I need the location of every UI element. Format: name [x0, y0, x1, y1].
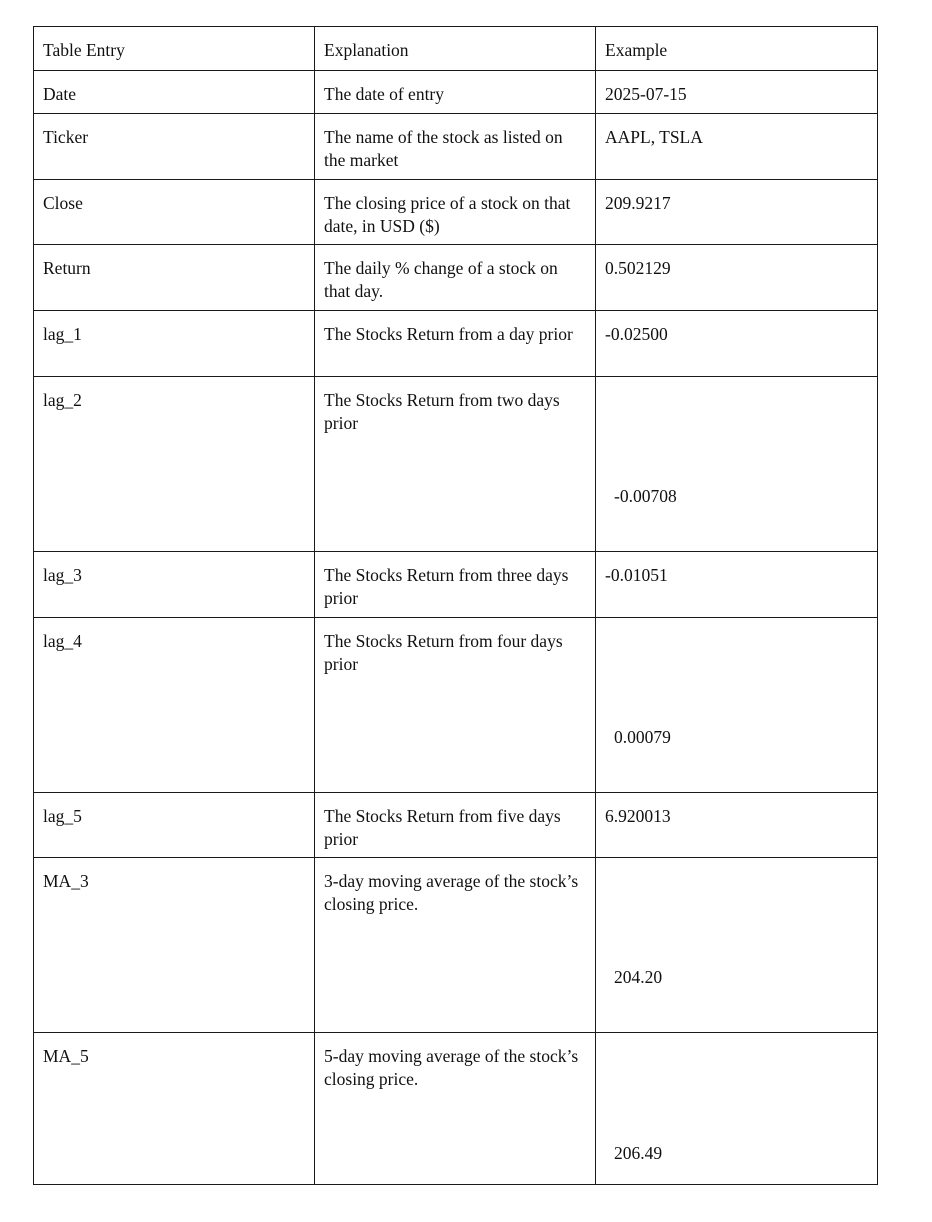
example-cell: 0.502129 — [596, 245, 878, 311]
explanation-cell: The Stocks Return from five days prior — [315, 793, 596, 858]
explanation-cell: 5-day moving average of the stock’s closing price. — [315, 1033, 596, 1185]
example-cell: -0.02500 — [596, 311, 878, 377]
explanation-cell: The Stocks Return from two days prior — [315, 377, 596, 552]
explanation-cell: The name of the stock as listed on the market — [315, 114, 596, 180]
table-header-row — [34, 27, 878, 71]
header-example: Example — [596, 27, 878, 71]
table-row — [34, 311, 878, 377]
table-row — [34, 114, 878, 180]
explanation-cell: 3-day moving average of the stock’s closing price. — [315, 858, 596, 1033]
explanation-cell: The Stocks Return from a day prior — [315, 311, 596, 377]
table-row — [34, 377, 878, 552]
header-explanation: Explanation — [315, 27, 596, 71]
explanation-cell: The daily % change of a stock on that day. — [315, 245, 596, 311]
explanation-cell: The date of entry — [315, 71, 596, 114]
table-row — [34, 71, 878, 114]
table-row — [34, 1033, 878, 1185]
table-row — [34, 858, 878, 1033]
entry-cell: Return — [34, 245, 315, 311]
example-cell — [596, 1033, 878, 1185]
entry-cell: Date — [34, 71, 315, 114]
table-row — [34, 793, 878, 858]
entry-cell: Ticker — [34, 114, 315, 180]
entry-cell: lag_4 — [34, 618, 315, 793]
example-cell: 209.9217 — [596, 180, 878, 245]
entry-cell: MA_5 — [34, 1033, 315, 1185]
table-row — [34, 245, 878, 311]
entry-cell: lag_5 — [34, 793, 315, 858]
explanation-cell: The Stocks Return from three days prior — [315, 552, 596, 618]
example-cell: AAPL, TSLA — [596, 114, 878, 180]
example-value: -0.00708 — [614, 485, 677, 506]
example-cell: 6.920013 — [596, 793, 878, 858]
header-table-entry: Table Entry — [34, 27, 315, 71]
example-cell — [596, 858, 878, 1033]
entry-cell: Close — [34, 180, 315, 245]
table-row — [34, 552, 878, 618]
entry-cell: lag_1 — [34, 311, 315, 377]
example-cell: -0.01051 — [596, 552, 878, 618]
feature-table — [33, 26, 878, 1185]
explanation-cell: The Stocks Return from four days prior — [315, 618, 596, 793]
table-row — [34, 180, 878, 245]
example-value: 206.49 — [614, 1142, 663, 1163]
explanation-cell: The closing price of a stock on that date, in USD ($) — [315, 180, 596, 245]
example-value: 0.00079 — [614, 726, 671, 747]
example-cell — [596, 618, 878, 793]
entry-cell: lag_3 — [34, 552, 315, 618]
example-cell — [596, 377, 878, 552]
entry-cell: lag_2 — [34, 377, 315, 552]
example-cell: 2025-07-15 — [596, 71, 878, 114]
example-value: 204.20 — [614, 966, 663, 987]
entry-cell: MA_3 — [34, 858, 315, 1033]
table-row — [34, 618, 878, 793]
